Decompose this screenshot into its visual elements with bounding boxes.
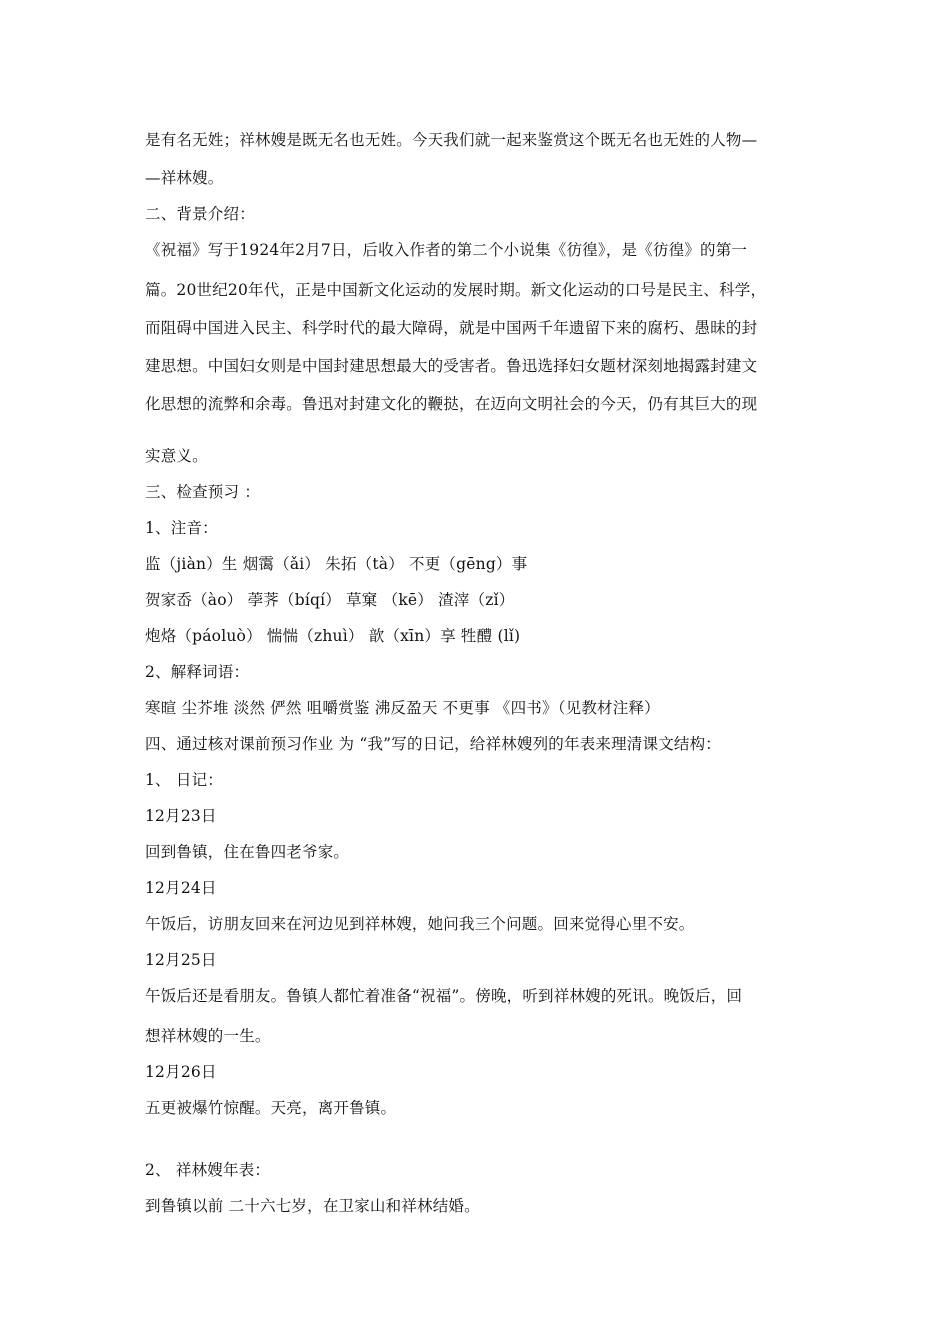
timeline-entry: 到鲁镇以前 二十六七岁，在卫家山和祥林结婚。: [145, 1197, 480, 1215]
pinyin-line: 贺家岙（ào） 荸荠（bíqí） 草窠 （kē） 渣滓（zǐ）: [145, 591, 515, 609]
subsection-heading: 1、注音：: [145, 519, 218, 537]
section-heading: 二、背景介绍：: [145, 205, 255, 223]
diary-date: 12月26日: [145, 1063, 217, 1081]
pinyin-line: 监（jiàn）生 烟霭（ǎi） 朱拓（tà） 不更（gēng）事: [145, 555, 528, 573]
section-heading: 三、检查预习 ：: [145, 483, 261, 501]
diary-entry: 回到鲁镇，住在鲁四老爷家。: [145, 843, 350, 861]
text-line: —祥林嫂。: [145, 169, 224, 187]
text-line: 建思想。中国妇女则是中国封建思想最大的受害者。鲁迅选择妇女题材深刻地揭露封建文: [145, 357, 758, 375]
text-line: 化思想的流弊和余毒。鲁迅对封建文化的鞭挞，在迈向文明社会的今天，仍有其巨大的现: [145, 395, 758, 413]
subsection-heading: 2、 祥林嫂年表：: [145, 1161, 271, 1179]
text-line: 是有名无姓；祥林嫂是既无名也无姓。今天我们就一起来鉴赏这个既无名也无姓的人物—: [145, 131, 758, 149]
section-heading: 四、通过核对课前预习作业 为 “我”写的日记，给祥林嫂列的年表来理清课文结构：: [145, 735, 722, 753]
diary-entry: 想祥林嫂的一生。: [145, 1027, 271, 1045]
subsection-heading: 1、 日记：: [145, 771, 223, 789]
subsection-heading: 2、解释词语：: [145, 663, 250, 681]
text-line: 实意义。: [145, 447, 208, 465]
text-line: 而阻碍中国进入民主、科学时代的最大障碍，就是中国两千年遗留下来的腐朽、愚昧的封: [145, 319, 758, 337]
diary-date: 12月25日: [145, 951, 217, 969]
vocabulary-line: 寒暄 尘芥堆 淡然 俨然 咀嚼赏鉴 沸反盈天 不更事 《四书》（见教材注释）: [145, 699, 660, 717]
diary-entry: 五更被爆竹惊醒。天亮，离开鲁镇。: [145, 1099, 397, 1117]
diary-date: 12月24日: [145, 879, 217, 897]
pinyin-line: 炮烙（páoluò） 惴惴（zhuì） 歆（xīn）享 牲醴 (lǐ): [145, 627, 521, 645]
diary-entry: 午饭后还是看朋友。鲁镇人都忙着准备“祝福”。傍晚，听到祥林嫂的死讯。晚饭后，回: [145, 987, 743, 1005]
text-line: 篇。20世纪20年代，正是中国新文化运动的发展时期。新文化运动的口号是民主、科学，: [145, 281, 767, 299]
diary-date: 12月23日: [145, 807, 217, 825]
text-line: 《祝福》写于1924年2月7日，后收入作者的第二个小说集《彷徨》，是《彷徨》的第一: [145, 241, 748, 259]
diary-entry: 午饭后，访朋友回来在河边见到祥林嫂，她问我三个问题。回来觉得心里不安。: [145, 915, 695, 933]
